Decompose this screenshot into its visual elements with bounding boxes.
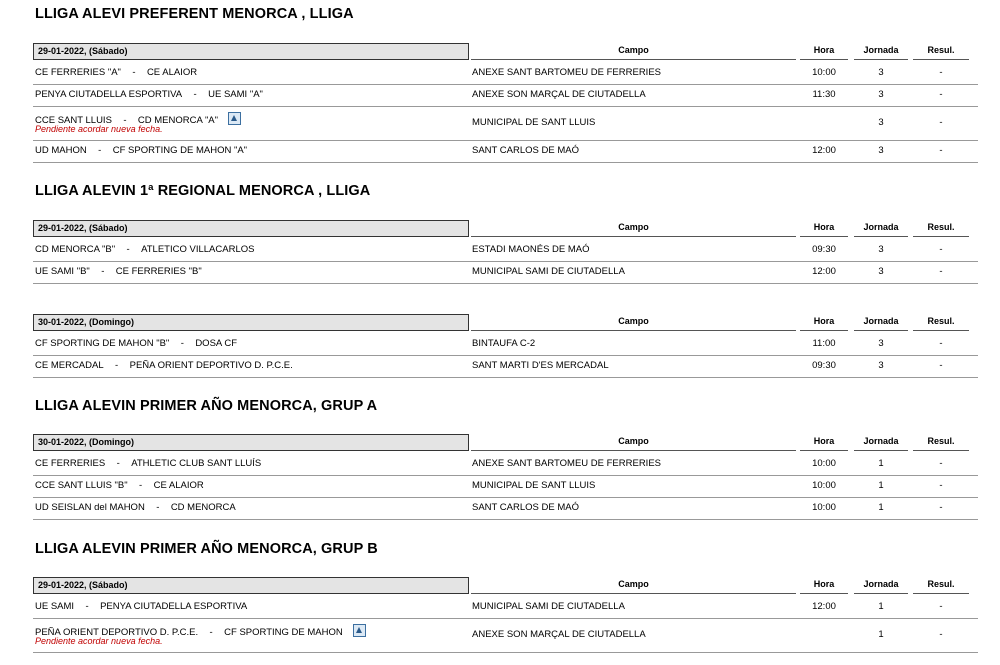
league-title: LLIGA ALEVIN PRIMER AÑO MENORCA, GRUP B xyxy=(35,541,378,557)
match-row xyxy=(33,85,978,107)
away-team: CE ALAIOR xyxy=(146,67,198,78)
match-row xyxy=(33,356,978,378)
kickoff-time: 10:00 xyxy=(812,67,836,78)
away-team: CF SPORTING DE MAHON xyxy=(224,627,343,638)
away-team: PENYA CIUTADELLA ESPORTIVA xyxy=(100,601,248,612)
match-row xyxy=(33,141,978,163)
team-separator: - xyxy=(139,480,143,491)
column-header-jornada: Jornada xyxy=(854,314,908,331)
result: - xyxy=(939,338,943,349)
match-row xyxy=(33,619,978,653)
match-date: 29-01-2022, (Sábado) xyxy=(33,43,469,60)
home-team: CD MENORCA "B" xyxy=(35,244,116,255)
matchday: 3 xyxy=(878,145,884,156)
away-team: PEÑA ORIENT DEPORTIVO D. P.C.E. xyxy=(129,360,293,371)
column-header-hora: Hora xyxy=(800,314,848,331)
info-icon[interactable] xyxy=(353,624,366,637)
column-header-hora: Hora xyxy=(800,434,848,451)
match-row xyxy=(33,454,978,476)
matchday: 3 xyxy=(878,338,884,349)
matchday: 3 xyxy=(878,360,884,371)
home-team: UD SEISLAN del MAHON xyxy=(35,502,145,513)
table-header xyxy=(33,220,978,240)
away-team: CD MENORCA "A" xyxy=(137,115,219,126)
matchday: 3 xyxy=(878,244,884,255)
venue: ANEXE SON MARÇAL DE CIUTADELLA xyxy=(472,629,646,640)
matchday: 1 xyxy=(878,601,884,612)
match-row xyxy=(33,262,978,284)
match-row xyxy=(33,240,978,262)
result: - xyxy=(939,480,943,491)
match-date-block xyxy=(33,43,978,163)
kickoff-time: 09:30 xyxy=(812,360,836,371)
table-header xyxy=(33,434,978,454)
home-team: CCE SANT LLUIS xyxy=(35,115,112,126)
venue: SANT CARLOS DE MAÓ xyxy=(472,502,579,513)
result: - xyxy=(939,629,943,640)
venue: MUNICIPAL SAMI DE CIUTADELLA xyxy=(472,266,625,277)
table-header xyxy=(33,43,978,63)
home-team: PENYA CIUTADELLA ESPORTIVA xyxy=(35,89,183,100)
result: - xyxy=(939,458,943,469)
match-teams xyxy=(35,502,236,513)
venue: SANT CARLOS DE MAÓ xyxy=(472,145,579,156)
column-header-campo: Campo xyxy=(471,434,796,451)
venue: ANEXE SON MARÇAL DE CIUTADELLA xyxy=(472,89,646,100)
venue: ESTADI MAONÉS DE MAÓ xyxy=(472,244,590,255)
kickoff-time: 10:00 xyxy=(812,480,836,491)
column-header-jornada: Jornada xyxy=(854,577,908,594)
team-separator: - xyxy=(193,89,197,100)
venue: MUNICIPAL DE SANT LLUIS xyxy=(472,480,596,491)
match-date-block xyxy=(33,220,978,284)
result: - xyxy=(939,502,943,513)
result: - xyxy=(939,67,943,78)
match-row xyxy=(33,334,978,356)
match-row xyxy=(33,63,978,85)
venue: MUNICIPAL DE SANT LLUIS xyxy=(472,117,596,128)
kickoff-time: 12:00 xyxy=(812,601,836,612)
matchday: 1 xyxy=(878,502,884,513)
match-date-block xyxy=(33,314,978,378)
home-team: UE SAMI "B" xyxy=(35,266,90,277)
home-team: PEÑA ORIENT DEPORTIVO D. P.C.E. xyxy=(35,627,199,638)
kickoff-time: 11:30 xyxy=(812,89,836,100)
team-separator: - xyxy=(116,458,120,469)
pending-note: Pendiente acordar nueva fecha. xyxy=(35,124,163,134)
team-separator: - xyxy=(156,502,160,513)
team-separator: - xyxy=(85,601,89,612)
result: - xyxy=(939,145,943,156)
match-teams xyxy=(35,338,237,349)
column-header-jornada: Jornada xyxy=(854,43,908,60)
venue: MUNICIPAL SAMI DE CIUTADELLA xyxy=(472,601,625,612)
match-row xyxy=(33,498,978,520)
team-separator: - xyxy=(123,115,127,126)
match-teams xyxy=(35,458,261,469)
matchday: 3 xyxy=(878,67,884,78)
venue: SANT MARTI D'ES MERCADAL xyxy=(472,360,609,371)
team-separator: - xyxy=(132,67,136,78)
away-team: ATLETICO VILLACARLOS xyxy=(141,244,255,255)
venue: ANEXE SANT BARTOMEU DE FERRERIES xyxy=(472,458,661,469)
column-header-campo: Campo xyxy=(471,577,796,594)
away-team: ATHLETIC CLUB SANT LLUÍS xyxy=(131,458,262,469)
away-team: UE SAMI "A" xyxy=(208,89,263,100)
matchday: 3 xyxy=(878,117,884,128)
away-team: CD MENORCA xyxy=(170,502,236,513)
match-teams xyxy=(35,89,263,100)
column-header-resul: Resul. xyxy=(913,434,969,451)
home-team: CE FERRERIES xyxy=(35,458,106,469)
match-teams xyxy=(35,266,202,277)
matchday: 1 xyxy=(878,629,884,640)
match-teams xyxy=(35,67,197,78)
team-separator: - xyxy=(126,244,130,255)
match-teams xyxy=(35,145,247,156)
match-date-block xyxy=(33,434,978,520)
away-team: CF SPORTING DE MAHON "A" xyxy=(112,145,248,156)
kickoff-time: 12:00 xyxy=(812,266,836,277)
team-separator: - xyxy=(98,145,102,156)
match-teams xyxy=(35,360,293,371)
column-header-jornada: Jornada xyxy=(854,434,908,451)
team-separator: - xyxy=(209,627,213,638)
team-separator: - xyxy=(180,338,184,349)
match-date: 30-01-2022, (Domingo) xyxy=(33,314,469,331)
match-row xyxy=(33,107,978,141)
home-team: UE SAMI xyxy=(35,601,75,612)
team-separator: - xyxy=(115,360,119,371)
match-row xyxy=(33,476,978,498)
matchday: 3 xyxy=(878,266,884,277)
home-team: UD MAHON xyxy=(35,145,87,156)
match-date: 29-01-2022, (Sábado) xyxy=(33,577,469,594)
column-header-resul: Resul. xyxy=(913,577,969,594)
venue: BINTAUFA C-2 xyxy=(472,338,536,349)
home-team: CE FERRERIES "A" xyxy=(35,67,121,78)
home-team: CF SPORTING DE MAHON "B" xyxy=(35,338,170,349)
league-title: LLIGA ALEVI PREFERENT MENORCA , LLIGA xyxy=(35,6,354,22)
table-header xyxy=(33,314,978,334)
kickoff-time: 11:00 xyxy=(812,338,836,349)
home-team: CCE SANT LLUIS "B" xyxy=(35,480,128,491)
kickoff-time: 09:30 xyxy=(812,244,836,255)
column-header-resul: Resul. xyxy=(913,220,969,237)
league-title: LLIGA ALEVIN 1ª REGIONAL MENORCA , LLIGA xyxy=(35,183,371,199)
pending-note: Pendiente acordar nueva fecha. xyxy=(35,636,163,646)
column-header-hora: Hora xyxy=(800,43,848,60)
match-teams xyxy=(35,601,247,612)
column-header-jornada: Jornada xyxy=(854,220,908,237)
home-team: CE MERCADAL xyxy=(35,360,104,371)
match-date: 30-01-2022, (Domingo) xyxy=(33,434,469,451)
kickoff-time: 12:00 xyxy=(812,145,836,156)
table-header xyxy=(33,577,978,597)
away-team: DOSA CF xyxy=(195,338,238,349)
result: - xyxy=(939,117,943,128)
matchday: 1 xyxy=(878,458,884,469)
match-teams xyxy=(35,480,204,491)
column-header-campo: Campo xyxy=(471,220,796,237)
info-icon[interactable] xyxy=(228,112,241,125)
column-header-resul: Resul. xyxy=(913,314,969,331)
team-separator: - xyxy=(101,266,105,277)
result: - xyxy=(939,244,943,255)
match-date-block xyxy=(33,577,978,653)
matchday: 1 xyxy=(878,480,884,491)
away-team: CE ALAIOR xyxy=(153,480,204,491)
match-row xyxy=(33,597,978,619)
column-header-hora: Hora xyxy=(800,577,848,594)
result: - xyxy=(939,601,943,612)
away-team: CE FERRERIES "B" xyxy=(115,266,202,277)
column-header-campo: Campo xyxy=(471,43,796,60)
venue: ANEXE SANT BARTOMEU DE FERRERIES xyxy=(472,67,661,78)
kickoff-time: 10:00 xyxy=(812,502,836,513)
result: - xyxy=(939,89,943,100)
match-teams xyxy=(35,244,254,255)
result: - xyxy=(939,360,943,371)
match-date: 29-01-2022, (Sábado) xyxy=(33,220,469,237)
column-header-resul: Resul. xyxy=(913,43,969,60)
column-header-hora: Hora xyxy=(800,220,848,237)
kickoff-time: 10:00 xyxy=(812,458,836,469)
result: - xyxy=(939,266,943,277)
league-title: LLIGA ALEVIN PRIMER AÑO MENORCA, GRUP A xyxy=(35,398,378,414)
matchday: 3 xyxy=(878,89,884,100)
column-header-campo: Campo xyxy=(471,314,796,331)
